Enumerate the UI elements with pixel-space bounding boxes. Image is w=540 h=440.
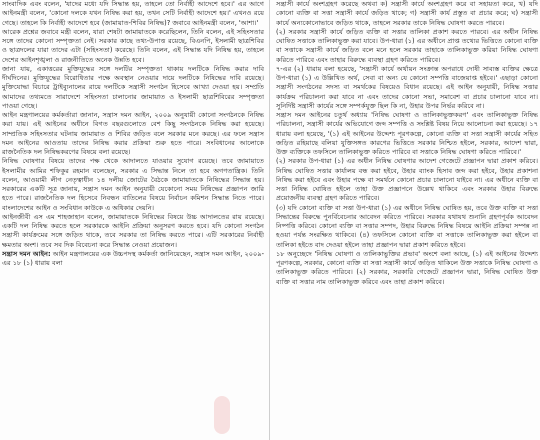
paragraph: জানা যায়, একাত্তরের মুক্তিযুদ্ধের সঙ্গে দলটির সম্পৃক্ততা থাকায় দলটিকে নিষিদ্ধ করার দাবি দীর্ঘদিনের। মুক্তিযুদ্ধের বিরোধিতার পক্ষে অবস্থান নেওয়ার দায়ে দলটিকে নিষিদ্ধের দাবি রয়েছে। মুক্তিযোদ্ধা বিচারে ট্রাইব্যুনালের রায়ে দলটিকে সন্ত্রাসী সংগঠন হিসেবে আখ্যা দেওয়া হয়। সম্প্রতি আমাদের তথ্যমতে সারাদেশে সহিংসতা চালানোর জামায়াত ও ইসলামী ছাত্রশিবিরের সম্পৃক্ততা পাওয়া গেছে। — [2, 64, 264, 110]
paragraph: আরেক প্রশ্নের জবাবে মন্ত্রী বলেন, যারা শেষটা জামায়াতকে করেছিলেন, তিনি বলেন, এই সহিংসতার সঙ্গে তাদের কোনো সম্পৃক্ততা নেই। সরকার কাছে তথ্য-উপাত্ত রয়েছে, বিএনপি, ইসলামী ছাত্রশিবির ও ছাত্রদলের যারা তাদের এটা (সহিংসতা) করেছে। তিনি বলেন, এই সিদ্ধান্ত যদি নিষিদ্ধ হয়, তাহলে দেশের আইনশৃঙ্খলা ও রাজনীতিতে অনেক উন্নতি হবে। — [2, 27, 264, 64]
paragraph: সাংবাদিক এবং বলেন, 'যাদের মধ্যে যদি সিদ্ধান্ত হয়, তাহলে তো নির্বাহী আদেশে হবে।' এর আগে আইনমন্ত্রী বলেন, 'কোনো দলকে যখন নিষিদ্ধ করা হয়, তখন সেটি নির্বাহী আদেশে হয়।' এখনও রয়ে গেছে। তাহলে কি নির্বাহী আদেশে হবে (জামায়াত-শিবির নিষিদ্ধ)? জবাবে আইনমন্ত্রী বলেন, 'আশা।' — [2, 0, 264, 27]
paragraph: সন্ত্রাস দমন আইনের চতুর্থ অধ্যায় 'নিষিদ্ধ ঘোষণা ও তালিকাভুক্তকরণ' এবং তালিকাভুক্ত নিষিদ্ধ পরিচালনা, সন্ত্রাসী কার্যের অভিযোগে জব্দ সম্পত্তি ও সংশ্লিষ্ট বিষয় নিয়ে আলোচনা করা হয়েছে। ১৭ ধারায় বলা হয়েছে, '(১) এই আইনের উদ্দেশ্য পূরণকল্পে, কোনো ব্যক্তি বা সত্তা সন্ত্রাসী কার্যের সহিত জড়িত রহিয়াছে বলিয়া যুক্তিসঙ্গত কারণের ভিত্তিতে সরকার নিশ্চিত হইলে, সরকার, আদেশ দ্বারা, উক্ত ব্যক্তিকে তফসিলে তালিকাভুক্ত করিতে পারিবে বা সত্তাকে নিষিদ্ধ ঘোষণা করিতে পারিবে।' — [276, 111, 538, 156]
right-column — [276, 0, 538, 440]
paragraph: সন্ত্রাসী কার্যে অংশগ্রহণ করেছে অথবা ক) সন্ত্রাসী কার্যে অংশগ্রহণ করে বা সহায়তা করে, খ) যদি কোনো ব্যক্তি বা সত্তা সন্ত্রাসী কার্যে জড়িত থাকে; গ) সন্ত্রাসী কার্য প্রস্তুত বা প্রচার করে; ঘ) সন্ত্রাসী কার্যে অন্যকোনোভাবে জড়িত থাকে, তাহলে সরকার তাকে নিষিদ্ধ ঘোষণা করতে পারবে। — [276, 0, 538, 27]
paragraph: (২) সরকার সন্ত্রাসী কার্যে জড়িত ব্যক্তি বা সত্তার তালিকা প্রকাশ করতে পারবে। এর অধীন নিষিদ্ধ ঘোষিত সত্তাকে তালিকাভুক্ত করা যাবে। উপ-ধারা (১) এর অধীনে প্রাপ্ত তথ্যের ভিত্তিতে কোনো ব্যক্তি বা সত্তাকে সন্ত্রাসী কার্যে জড়িত বলে মনে হলে সরকার তাহাকে তালিকাভুক্ত করিয়া নিষিদ্ধ ঘোষণা করিতে পারিবে এবং তাহার বিরুদ্ধে ব্যবস্থা গ্রহণ করিতে পারিবে। — [276, 27, 538, 64]
paragraph: ১৮ অনুচ্ছেদে 'নিষিদ্ধ ঘোষণা ও তালিকাভুক্তির প্রভাব' অংশে বলা আছে, (১) এই আইনের উদ্দেশ্য পূরণকল্পে, সরকার, কোনো ব্যক্তি বা সত্তা সন্ত্রাসী কার্যে জড়িত থাকিলে উক্ত সত্তাকে নিষিদ্ধ ঘোষণা ও তালিকাভুক্ত করিতে পারিবে। (২) সরকার, সরকারি গেজেটে প্রজ্ঞাপন দ্বারা, নিষিদ্ধ ঘোষিত উক্ত ব্যক্তি বা সত্তার নাম তালিকাভুক্ত করিবে এবং তাহা প্রকাশ করিবে। — [276, 249, 538, 286]
subhead-paragraph — [2, 250, 264, 269]
watermark-mark — [214, 396, 230, 434]
paragraph: (২) সরকার উপ-ধারা (১) এর অধীন নিষিদ্ধ ঘোষণার আদেশ গেজেটে প্রজ্ঞাপন দ্বারা প্রকাশ করিবে। নিষিদ্ধ ঘোষিত সত্তার কার্যালয় বন্ধ করা হইবে, উহার ব্যাংক হিসাব জব্দ করা হইবে, উহার প্রকাশনা নিষিদ্ধ করা হইবে এবং উহার পক্ষে বা সমর্থনে কোনো প্রচার চালানো যাইবে না। এর অধীনে ব্যক্তি বা সত্তা নিষিদ্ধ ঘোষিত হইলে তাহা উক্ত প্রজ্ঞাপনে উল্লেখ থাকিবে এবং সরকার উহার বিরুদ্ধে প্রয়োজনীয় ব্যবস্থা গ্রহণ করিতে পারিবে। — [276, 157, 538, 203]
left-column — [2, 0, 264, 440]
subhead-label: সন্ত্রাস দমন আইন: — [2, 249, 51, 258]
paragraph: আইন মন্ত্রণালয়ের কর্মকর্তারা জানান, সন্ত্রাস দমন আইন, ২০০৯ অনুযায়ী কোনো সংগঠনকে নিষিদ্ধ করা যায়। এই আইনের অধীনে বিগত বছরগুলোতে বেশ কিছু সংগঠনকে নিষিদ্ধ করা হয়েছে। সাম্প্রতিক সহিংসতার ঘটনায় জামায়াত ও শিবির জড়িত বলে সরকার মনে করছে। এর ফলে সন্ত্রাস দমন আইনের আওতায় তাদের নিষিদ্ধ করার প্রক্রিয়া শুরু হতে পারে। সংবিধানের আলোকে রাজনৈতিক দল নিষিদ্ধকরণের বিষয়ে বলা রয়েছে। — [2, 111, 264, 156]
paragraph: ৭-এর (২) ধারায় বলা হয়েছে, 'সন্ত্রাসী কার্যে অর্থায়ন সংক্রান্ত অপরাধে দোষী সাব্যস্ত ব্যক্তির ক্ষেত্রে উপ-ধারা (১) এ উল্লিখিত অর্থ, সেবা বা অন্য যে কোনো সম্পত্তি বাজেয়াপ্ত হইবে।' এছাড়া কোনো সন্ত্রাসী সংগঠনের সদস্য বা সমর্থকের বিষয়েও বিধান রয়েছে। এই আইন অনুযায়ী, নিষিদ্ধ সত্তার কার্যক্রম পরিচালনা করা যাবে না এবং তাদের কোনো সভা, সমাবেশ বা প্রচার চালানো যাবে না। সুনির্দিষ্ট সন্ত্রাসী কার্যের সঙ্গে সম্পর্কযুক্ত ছিল কি না, উহার উপর নির্ভর করিবে না। — [276, 64, 538, 110]
column-divider — [269, 0, 270, 440]
paragraph: নিষিদ্ধ ঘোষণার বিষয়ে তাদের পক্ষ থেকে আদালতে যাওয়ার সুযোগ রয়েছে। তবে জামায়াতে ইসলামীর আমির শফিকুর রহমান বলেছেন, সরকার এ সিদ্ধান্ত নিলে তা হবে অগণতান্ত্রিক। তিনি বলেন, আওয়ামী লীগ নেতৃত্বাধীন ১৪ দলীয় জোটের বৈঠকে জামায়াতকে নিষিদ্ধের সিদ্ধান্ত হয়। সরকারের একটি সূত্র জানায়, সন্ত্রাস দমন আইন অনুযায়ী যেকোনো সময় নিষিদ্ধের প্রজ্ঞাপন জারি হতে পারে। রাজনৈতিক দল হিসেবে নিবন্ধন বাতিলের বিষয়ে নির্বাচন কমিশন সিদ্ধান্ত নিতে পারে। বাংলাদেশের আইন ও সংবিধান কাউকে এ অধিকার দেয়নি। — [2, 157, 264, 212]
paragraph: (৩) যদি কোনো ব্যক্তি বা সত্তা উপ-ধারা (১) এর অধীনে নিষিদ্ধ ঘোষিত হয়, তবে উক্ত ব্যক্তি বা সত্তা সিদ্ধান্তের বিরুদ্ধে পুনর্বিবেচনার আবেদন করিতে পারিবে। সরকার যথাযথ শুনানি গ্রহণপূর্বক আবেদন নিষ্পত্তি করিবে। কোনো ব্যক্তি বা সত্তার সম্পদ, উহার বিরুদ্ধে নিষিদ্ধ বিষয়ে আইনি প্রক্রিয়া সম্পন্ন না হওয়া পর্যন্ত সংরক্ষিত থাকিবে। (৪) তফসিলে কোনো ব্যক্তি বা সত্তাকে তালিকাভুক্ত করা হইলে বা তালিকা হইতে বাদ দেওয়া হইলে তাহা প্রজ্ঞাপন দ্বারা প্রকাশ করিতে হইবে। — [276, 203, 538, 249]
subhead-text: আইন মন্ত্রণালয়ের এক উচ্চপদস্থ কর্মকর্তা জানিয়েছেন, সন্ত্রাস দমন আইন, ২০০৯-এর ১৮ (১) ধারায় বলা — [2, 249, 264, 267]
paragraph: আইনজীবী এস এম শাহজাহান বলেন, জামায়াতকে নিষিদ্ধের বিষয়ে উচ্চ আদালতের রায় রয়েছে। একটি দল নিষিদ্ধ করতে হলে সরকারকে আইনি প্রক্রিয়া অনুসরণ করতে হবে। যদি কোনো সংগঠন সন্ত্রাসী কার্যক্রমের সঙ্গে জড়িত থাকে, তবে সরকার তা নিষিদ্ধ করতে পারে। এটি সরকারের নির্বাহী ক্ষমতার অংশ। তবে সব দিক বিবেচনা করে সিদ্ধান্ত নেওয়া প্রয়োজন। — [2, 212, 264, 249]
